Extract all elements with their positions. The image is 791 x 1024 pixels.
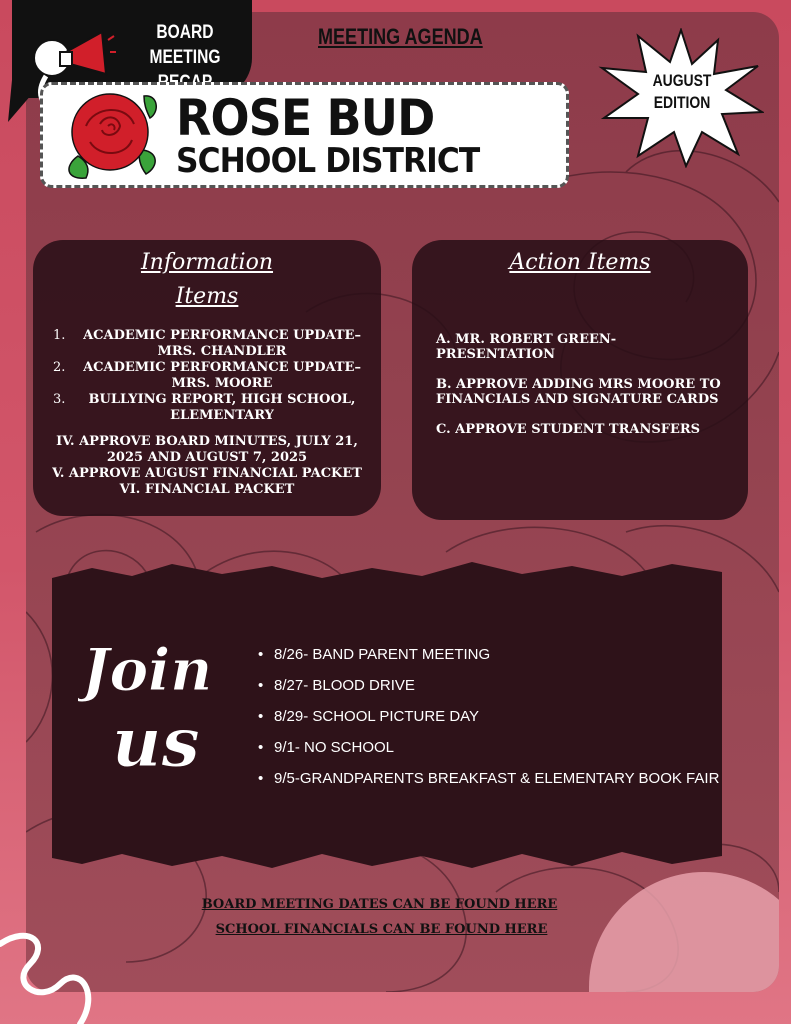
item-number: 3. — [53, 392, 66, 407]
roman-item: IV. APPROVE BOARD MINUTES, JULY 21, 2025 AND AUGUST 7, 2025 — [56, 434, 358, 465]
action-title: Action Items — [509, 250, 651, 275]
event-text: 9/5-GRANDPARENTS BREAKFAST & ELEMENTARY BOOK FAIR — [274, 770, 720, 787]
bullet-icon: • — [258, 770, 264, 787]
item-number: 1. — [53, 328, 66, 343]
action-items-panel — [412, 240, 748, 520]
action-item: C. APPROVE STUDENT TRANSFERS — [436, 422, 701, 437]
item-text: ACADEMIC PERFORMANCE UPDATE– MRS. CHANDLER — [83, 328, 361, 359]
rose-icon — [60, 86, 164, 184]
list-item — [49, 328, 365, 360]
event-text: 8/27- BLOOD DRIVE — [274, 677, 415, 694]
edition-label — [648, 70, 717, 114]
join-us-script-graphic — [78, 630, 238, 780]
item-text: ACADEMIC PERFORMANCE UPDATE– MRS. MOORE — [83, 360, 361, 391]
item-text: BULLYING REPORT, HIGH SCHOOL, ELEMENTARY — [88, 392, 356, 423]
join-script-text: Join — [82, 636, 213, 704]
information-numbered-list — [49, 328, 365, 424]
action-list — [436, 332, 736, 452]
school-financials-link[interactable]: SCHOOL FINANCIALS CAN BE FOUND HERE — [215, 922, 548, 937]
event-item — [258, 708, 728, 739]
recap-line-1: BOARD MEETING — [149, 22, 221, 68]
list-item — [49, 360, 365, 392]
bullet-icon: • — [258, 739, 264, 756]
board-meeting-dates-link[interactable]: BOARD MEETING DATES CAN BE FOUND HERE — [201, 897, 558, 912]
district-title-line-1: ROSE BUD — [176, 89, 435, 147]
edition-line-1: AUGUST — [652, 71, 712, 90]
event-text: 8/26- BAND PARENT MEETING — [274, 646, 491, 663]
event-item — [258, 739, 728, 770]
information-items-panel — [33, 240, 381, 516]
event-item — [258, 677, 728, 708]
item-number: 2. — [53, 360, 66, 375]
information-roman-list — [41, 434, 373, 498]
edition-line-2: EDITION — [653, 93, 711, 112]
us-script-text: us — [112, 703, 200, 780]
event-text: 8/29- SCHOOL PICTURE DAY — [274, 708, 480, 725]
events-list — [258, 646, 728, 801]
action-item: A. MR. ROBERT GREEN- PRESENTATION — [436, 332, 617, 362]
event-item — [258, 646, 728, 677]
meeting-agenda-heading: MEETING AGENDA — [318, 24, 483, 49]
torn-paper-bottom-edge — [52, 830, 722, 874]
event-item — [258, 770, 728, 801]
action-item: B. APPROVE ADDING MRS MOORE TO FINANCIALS AND SIGNATURE CARDS — [436, 377, 721, 407]
information-title-line-1: Information — [140, 250, 274, 275]
roman-item: V. APPROVE AUGUST FINANCIAL PACKET — [52, 466, 362, 481]
bullet-icon: • — [258, 708, 264, 725]
list-item — [49, 392, 365, 424]
information-title-line-2: Items — [175, 284, 239, 309]
event-text: 9/1- NO SCHOOL — [274, 739, 395, 756]
roman-item: VI. FINANCIAL PACKET — [119, 482, 295, 497]
district-title-line-2: SCHOOL DISTRICT — [176, 141, 480, 181]
bullet-icon: • — [258, 646, 264, 663]
bullet-icon: • — [258, 677, 264, 694]
